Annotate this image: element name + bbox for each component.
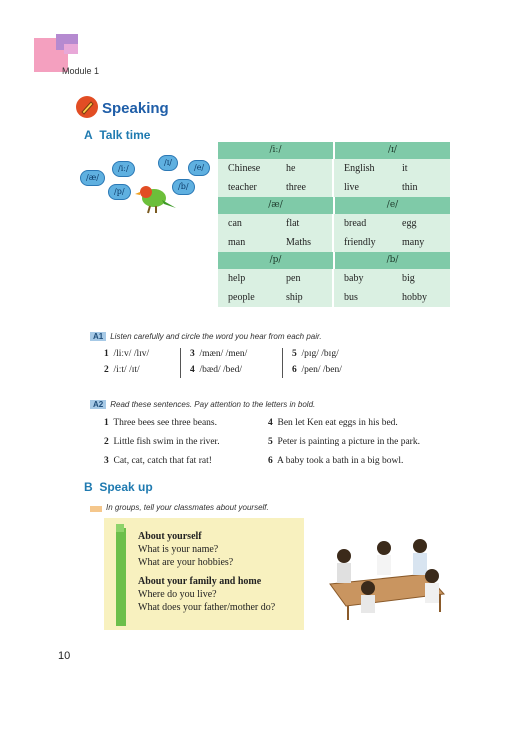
table-cell: teacher [228,182,257,193]
students-table-illustration [316,532,448,627]
prompt-question: Where do you live? [138,589,217,600]
prompt-heading: About yourself [138,531,202,542]
phoneme-bubble: /iː/ [112,161,135,177]
table-cell: bus [344,292,358,303]
sentence-item: 5 Peter is painting a picture in the park. [268,437,420,447]
table-cell: it [402,163,408,174]
table-row [218,159,450,178]
header-cell: /iː/ [218,142,335,159]
table-cell: he [276,159,334,178]
prompt-question: What does your father/mother do? [138,602,276,613]
page-number: 10 [58,650,71,662]
a2-label: A2 [90,400,106,409]
section-b-title: Speak up [99,480,153,494]
pair-item: 2 /iːt/ /ɪt/ [104,365,140,375]
column-divider [180,348,181,378]
table-cell: hobby [402,292,427,303]
table-cell: can [228,218,242,229]
table-cell: ship [276,288,334,307]
section-a-heading [84,128,150,142]
table-header [218,142,450,159]
sentence-item: 2 Little fish swim in the river. [104,437,220,447]
pair-item: 4 /bæd/ /bed/ [190,365,242,375]
table-header [218,197,450,214]
table-row [218,288,450,307]
sentence-item: 3 Cat, cat, catch that fat rat! [104,456,212,466]
section-b-instruction: In groups, tell your classmates about yourself. [106,503,269,512]
corner-tab-accent-light [64,44,78,54]
table-header [218,252,450,269]
table-cell: many [402,237,425,248]
phoneme-bubble: /æ/ [80,170,105,186]
prompt-heading: About your family and home [138,576,262,587]
pair-item: 6 /pen/ /ben/ [292,365,342,375]
parrot-illustration [132,178,178,219]
header-cell: /æ/ [218,197,335,214]
pair-item: 3 /mæn/ /men/ [190,349,248,359]
header-cell: /e/ [386,200,399,210]
a1-instruction: Listen carefully and circle the word you hear from each pair. [110,332,322,341]
table-cell: egg [402,218,417,229]
speaking-title: Speaking [102,100,169,117]
column-divider [282,348,283,378]
phoneme-bubble: /p/ [108,184,131,200]
table-cell: man [228,237,246,248]
module-label: Module 1 [62,66,100,76]
table-row [218,233,450,252]
header-cell: /ɪ/ [388,145,397,155]
section-b-heading [84,480,153,494]
table-row [218,178,450,197]
table-cell: thin [402,182,418,193]
table-cell: live [344,182,359,193]
speak-up-prompts [138,530,275,614]
header-cell: /b/ [386,255,399,265]
sentence-item: 1 Three bees see three beans. [104,418,217,428]
pair-item: 1 /liːv/ /lɪv/ [104,349,150,359]
table-row [218,214,450,233]
a1-label: A1 [90,332,106,341]
table-cell: Maths [276,233,334,252]
phonics-table [218,142,450,307]
table-cell: bread [344,218,367,229]
table-cell: big [402,273,415,284]
header-cell: /p/ [218,252,335,269]
table-cell: English [344,163,375,174]
sentence-item: 6 A baby took a bath in a big bowl. [268,456,404,466]
prompt-question: What is your name? [138,544,219,555]
a2-instruction-line [90,394,315,412]
a2-instruction: Read these sentences. Pay attention to the letters in bold. [110,400,316,409]
table-cell: help [228,273,246,284]
phoneme-bubble: /ɪ/ [158,155,178,171]
box-green-square [116,524,124,532]
box-green-strip [116,528,126,626]
pair-item: 5 /pɪg/ /bɪg/ [292,349,339,359]
section-a-letter: A [84,128,93,142]
section-a-title: Talk time [99,128,151,142]
speaking-pencil-icon [76,96,98,118]
table-cell: pen [276,269,334,288]
table-cell: baby [344,273,364,284]
table-cell: flat [276,214,334,233]
table-row [218,269,450,288]
instruction-marker [90,506,102,512]
table-cell: friendly [344,237,376,248]
phoneme-bubble: /e/ [188,160,210,176]
table-cell: people [228,292,255,303]
table-cell: three [276,178,334,197]
phoneme-bubble: /b/ [172,179,195,195]
section-b-letter: B [84,480,93,494]
a1-instruction-line [90,326,322,344]
prompt-question: What are your hobbies? [138,557,234,568]
table-cell: Chinese [228,163,261,174]
sentence-item: 4 Ben let Ken eat eggs in his bed. [268,418,398,428]
